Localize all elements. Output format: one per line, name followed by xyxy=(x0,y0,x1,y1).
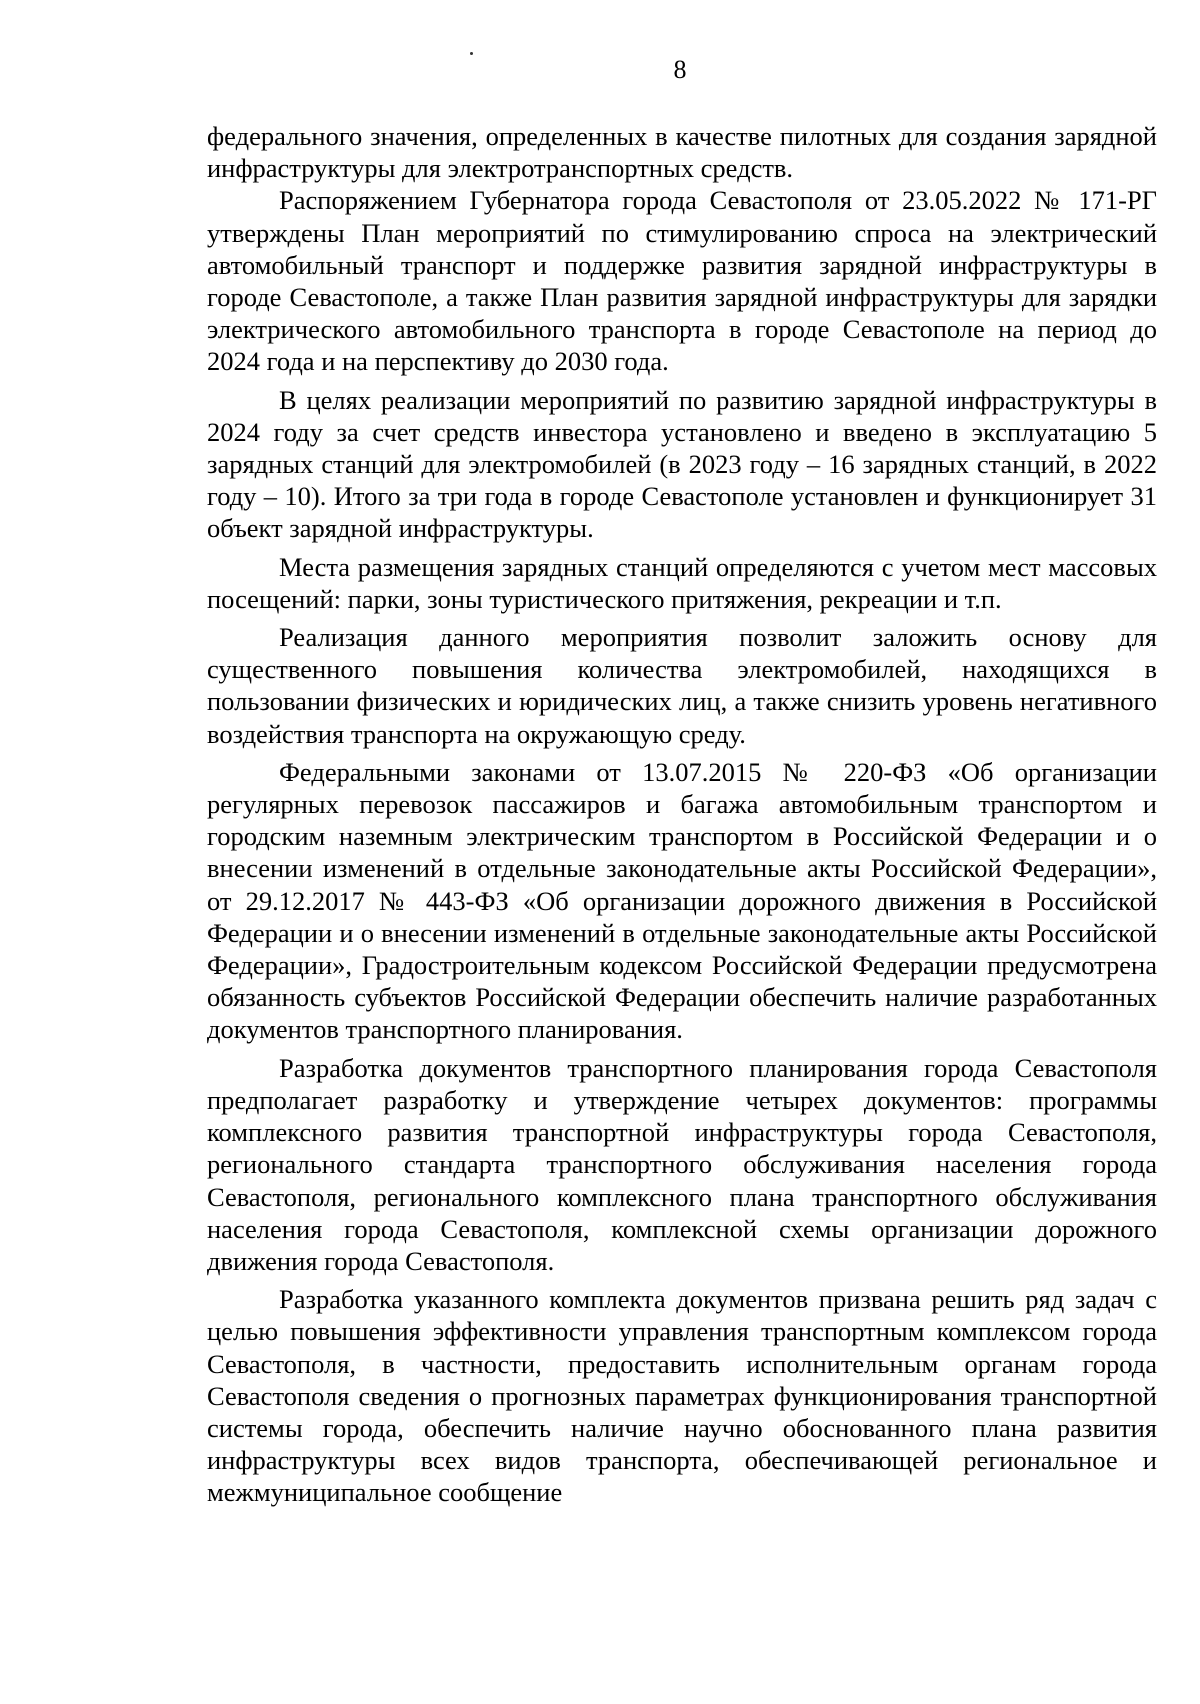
document-body xyxy=(207,120,1157,1509)
paragraph-planning-tasks: Разработка указанного комплекта документов призвана решить ряд задач с целью повышения эффективности управления транспортным комплексом города Севастополя, в частности, предоставить исполнительным органам города Севастополя сведения о прогнозных параметрах функционирования транспортной системы города, обеспечить наличие научно обоснованного плана развития инфраструктуры всех видов транспорта, обеспечивающей региональное и межмуниципальное сообщение xyxy=(207,1284,1157,1508)
paragraph-continuation: федерального значения, определенных в качестве пилотных для создания зарядной инфраструктуры для электротранспортных средств. xyxy=(207,121,1157,184)
paragraph-federal-laws: Федеральными законами от 13.07.2015 № 220-ФЗ «Об организации регулярных перевозок пассажиров и багажа автомобильным транспортом и городским наземным электрическим транспортом в Российской Федерации и о внесении изменений в отдельные законодательные акты Российской Федерации», от 29.12.2017 № 443-ФЗ «Об организации дорожного движения в Российской Федерации и о внесении изменений в отдельные законодательные акты Российской Федерации», Градостроительным кодексом Российской Федерации предусмотрена обязанность субъектов Российской Федерации обеспечить наличие разработанных документов транспортного планирования. xyxy=(207,756,1157,1045)
paragraph-implementation: Реализация данного мероприятия позволит заложить основу для существенного повышения количества электромобилей, находящихся в пользовании физических и юридических лиц, а также снизить уровень негативного воздействия транспорта на окружающую среду. xyxy=(207,622,1157,749)
paragraph-planning-documents: Разработка документов транспортного планирования города Севастополя предполагает разработку и утверждение четырех документов: программы комплексного развития транспортной инфраструктуры города Севастополя, регионального стандарта транспортного обслуживания населения города Севастополя, регионального комплексного плана транспортного обслуживания населения города Севастополя, комплексной схемы организации дорожного движения города Севастополя. xyxy=(207,1052,1157,1276)
paragraph-station-placement: Места размещения зарядных станций определяются с учетом мест массовых посещений: парки, зоны туристического притяжения, рекреации и т.п. xyxy=(207,551,1157,614)
paragraph-charging-stations: В целях реализации мероприятий по развитию зарядной инфраструктуры в 2024 году за счет средств инвестора установлено и введено в эксплуатацию 5 зарядных станций для электромобилей (в 2023 году – 16 зарядных станций, в 2022 году – 10). Итого за три года в городе Севастополе установлен и функционирует 31 объект зарядной инфраструктуры. xyxy=(207,384,1157,544)
paragraph-governor-order: Распоряжением Губернатора города Севастополя от 23.05.2022 № 171-РГ утверждены План мероприятий по стимулированию спроса на электрический автомобильный транспорт и поддержке развития зарядной инфраструктуры в городе Севастополе, а также План развития зарядной инфраструктуры для зарядки электрического автомобильного транспорта в городе Севастополе на период до 2024 года и на перспективу до 2030 года. xyxy=(207,185,1157,377)
page-number: 8 xyxy=(673,55,687,84)
